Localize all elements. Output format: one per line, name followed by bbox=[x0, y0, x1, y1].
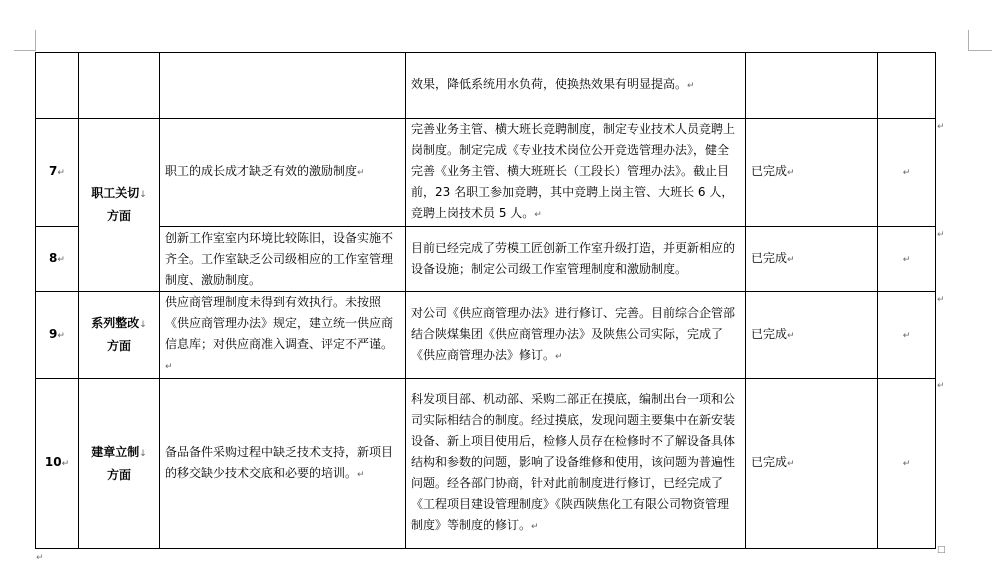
page-corner-mark-left bbox=[35, 30, 36, 50]
table-row bbox=[36, 379, 936, 549]
row-number: 10↵ bbox=[36, 379, 79, 549]
problem-cell bbox=[160, 53, 406, 119]
problem-cell: 备品备件采购过程中缺乏技术支持，新项目的移交缺少技术交底和必要的培训。↵ bbox=[160, 379, 406, 549]
category-cell bbox=[79, 53, 160, 119]
note-cell: ↵ bbox=[878, 119, 936, 227]
table-row bbox=[36, 292, 936, 379]
measure-cell: 对公司《供应商管理办法》进行修订、完善。目前综合企管部结合陕煤集团《供应商管理办法》及陕焦公司实际，完成了《供应商管理办法》修订。↵ bbox=[406, 292, 746, 379]
page-corner-mark-right-h bbox=[968, 50, 992, 51]
category-cell: 建章立制↓ 方面 bbox=[79, 379, 160, 549]
table-row bbox=[36, 227, 936, 292]
page-corner-mark-left-h bbox=[14, 50, 36, 51]
problem-cell: 创新工作室室内环境比较陈旧，设备实施不齐全。工作室缺乏公司级相应的工作室管理制度、激励制度。 bbox=[160, 227, 406, 292]
note-cell bbox=[878, 53, 936, 119]
row-number: 7↵ bbox=[36, 119, 79, 227]
row-end-mark: ↵ bbox=[937, 295, 945, 305]
status-cell bbox=[746, 53, 878, 119]
row-end-mark: ↵ bbox=[937, 230, 945, 240]
note-cell: ↵ bbox=[878, 227, 936, 292]
measure-cell: 效果，降低系统用水负荷，使换热效果有明显提高。↵ bbox=[406, 53, 746, 119]
note-cell: ↵ bbox=[878, 379, 936, 549]
row-end-mark: ↵ bbox=[937, 381, 945, 391]
problem-cell: 职工的成长成才缺乏有效的激励制度↵ bbox=[160, 119, 406, 227]
measure-cell: 科发项目部、机动部、采购二部正在摸底，编制出台一项和公司实际相结合的制度。经过摸底，发现问题主要集中在新安装设备、新上项目使用后，检修人员存在检修时不了解设备具体结构和参数的问题，影响了设备维修和使用，该问题为普遍性问题。经各部门协商，针对此前制度进行修订，已经完成了《工程项目建设管理制度》《陕西陕焦化工有限公司物资管理制度》等制度的修订。↵ bbox=[406, 379, 746, 549]
status-cell: 已完成↵ bbox=[746, 292, 878, 379]
measure-cell: 完善业务主管、横大班长竞聘制度，制定专业技术人员竞聘上岗制度。制定完成《专业技术岗位公开竞选管理办法》，健全完善《业务主管、横大班班长（工段长）管理办法》。截止目前，23 名职工参加竞聘，其中竞聘上岗主管、大班长 6 人，竞聘上岗技术员 5 人。↵ bbox=[406, 119, 746, 227]
measure-cell: 目前已经完成了劳模工匠创新工作室升级打造，并更新相应的设备设施；制定公司级工作室管理制度和激励制度。 bbox=[406, 227, 746, 292]
status-cell: 已完成↵ bbox=[746, 119, 878, 227]
problem-cell: 供应商管理制度未得到有效执行。未按照《供应商管理办法》规定，建立统一供应商信息库；对供应商准入调查、评定不严谨。↵ bbox=[160, 292, 406, 379]
paragraph-mark: ↵ bbox=[36, 553, 44, 563]
row-number: 9↵ bbox=[36, 292, 79, 379]
status-cell: 已完成↵ bbox=[746, 227, 878, 292]
row-number bbox=[36, 53, 79, 119]
note-cell: ↵ bbox=[878, 292, 936, 379]
table-row bbox=[36, 119, 936, 227]
category-cell: 职工关切↓ 方面 bbox=[79, 119, 160, 292]
status-cell: 已完成↵ bbox=[746, 379, 878, 549]
row-end-mark: ↵ bbox=[937, 122, 945, 132]
page-corner-mark-right bbox=[968, 30, 969, 50]
row-number: 8↵ bbox=[36, 227, 79, 292]
rectification-table bbox=[35, 52, 936, 549]
category-cell: 系列整改↓ 方面 bbox=[79, 292, 160, 379]
table-row bbox=[36, 53, 936, 119]
table-end-mark: □ bbox=[937, 545, 946, 555]
